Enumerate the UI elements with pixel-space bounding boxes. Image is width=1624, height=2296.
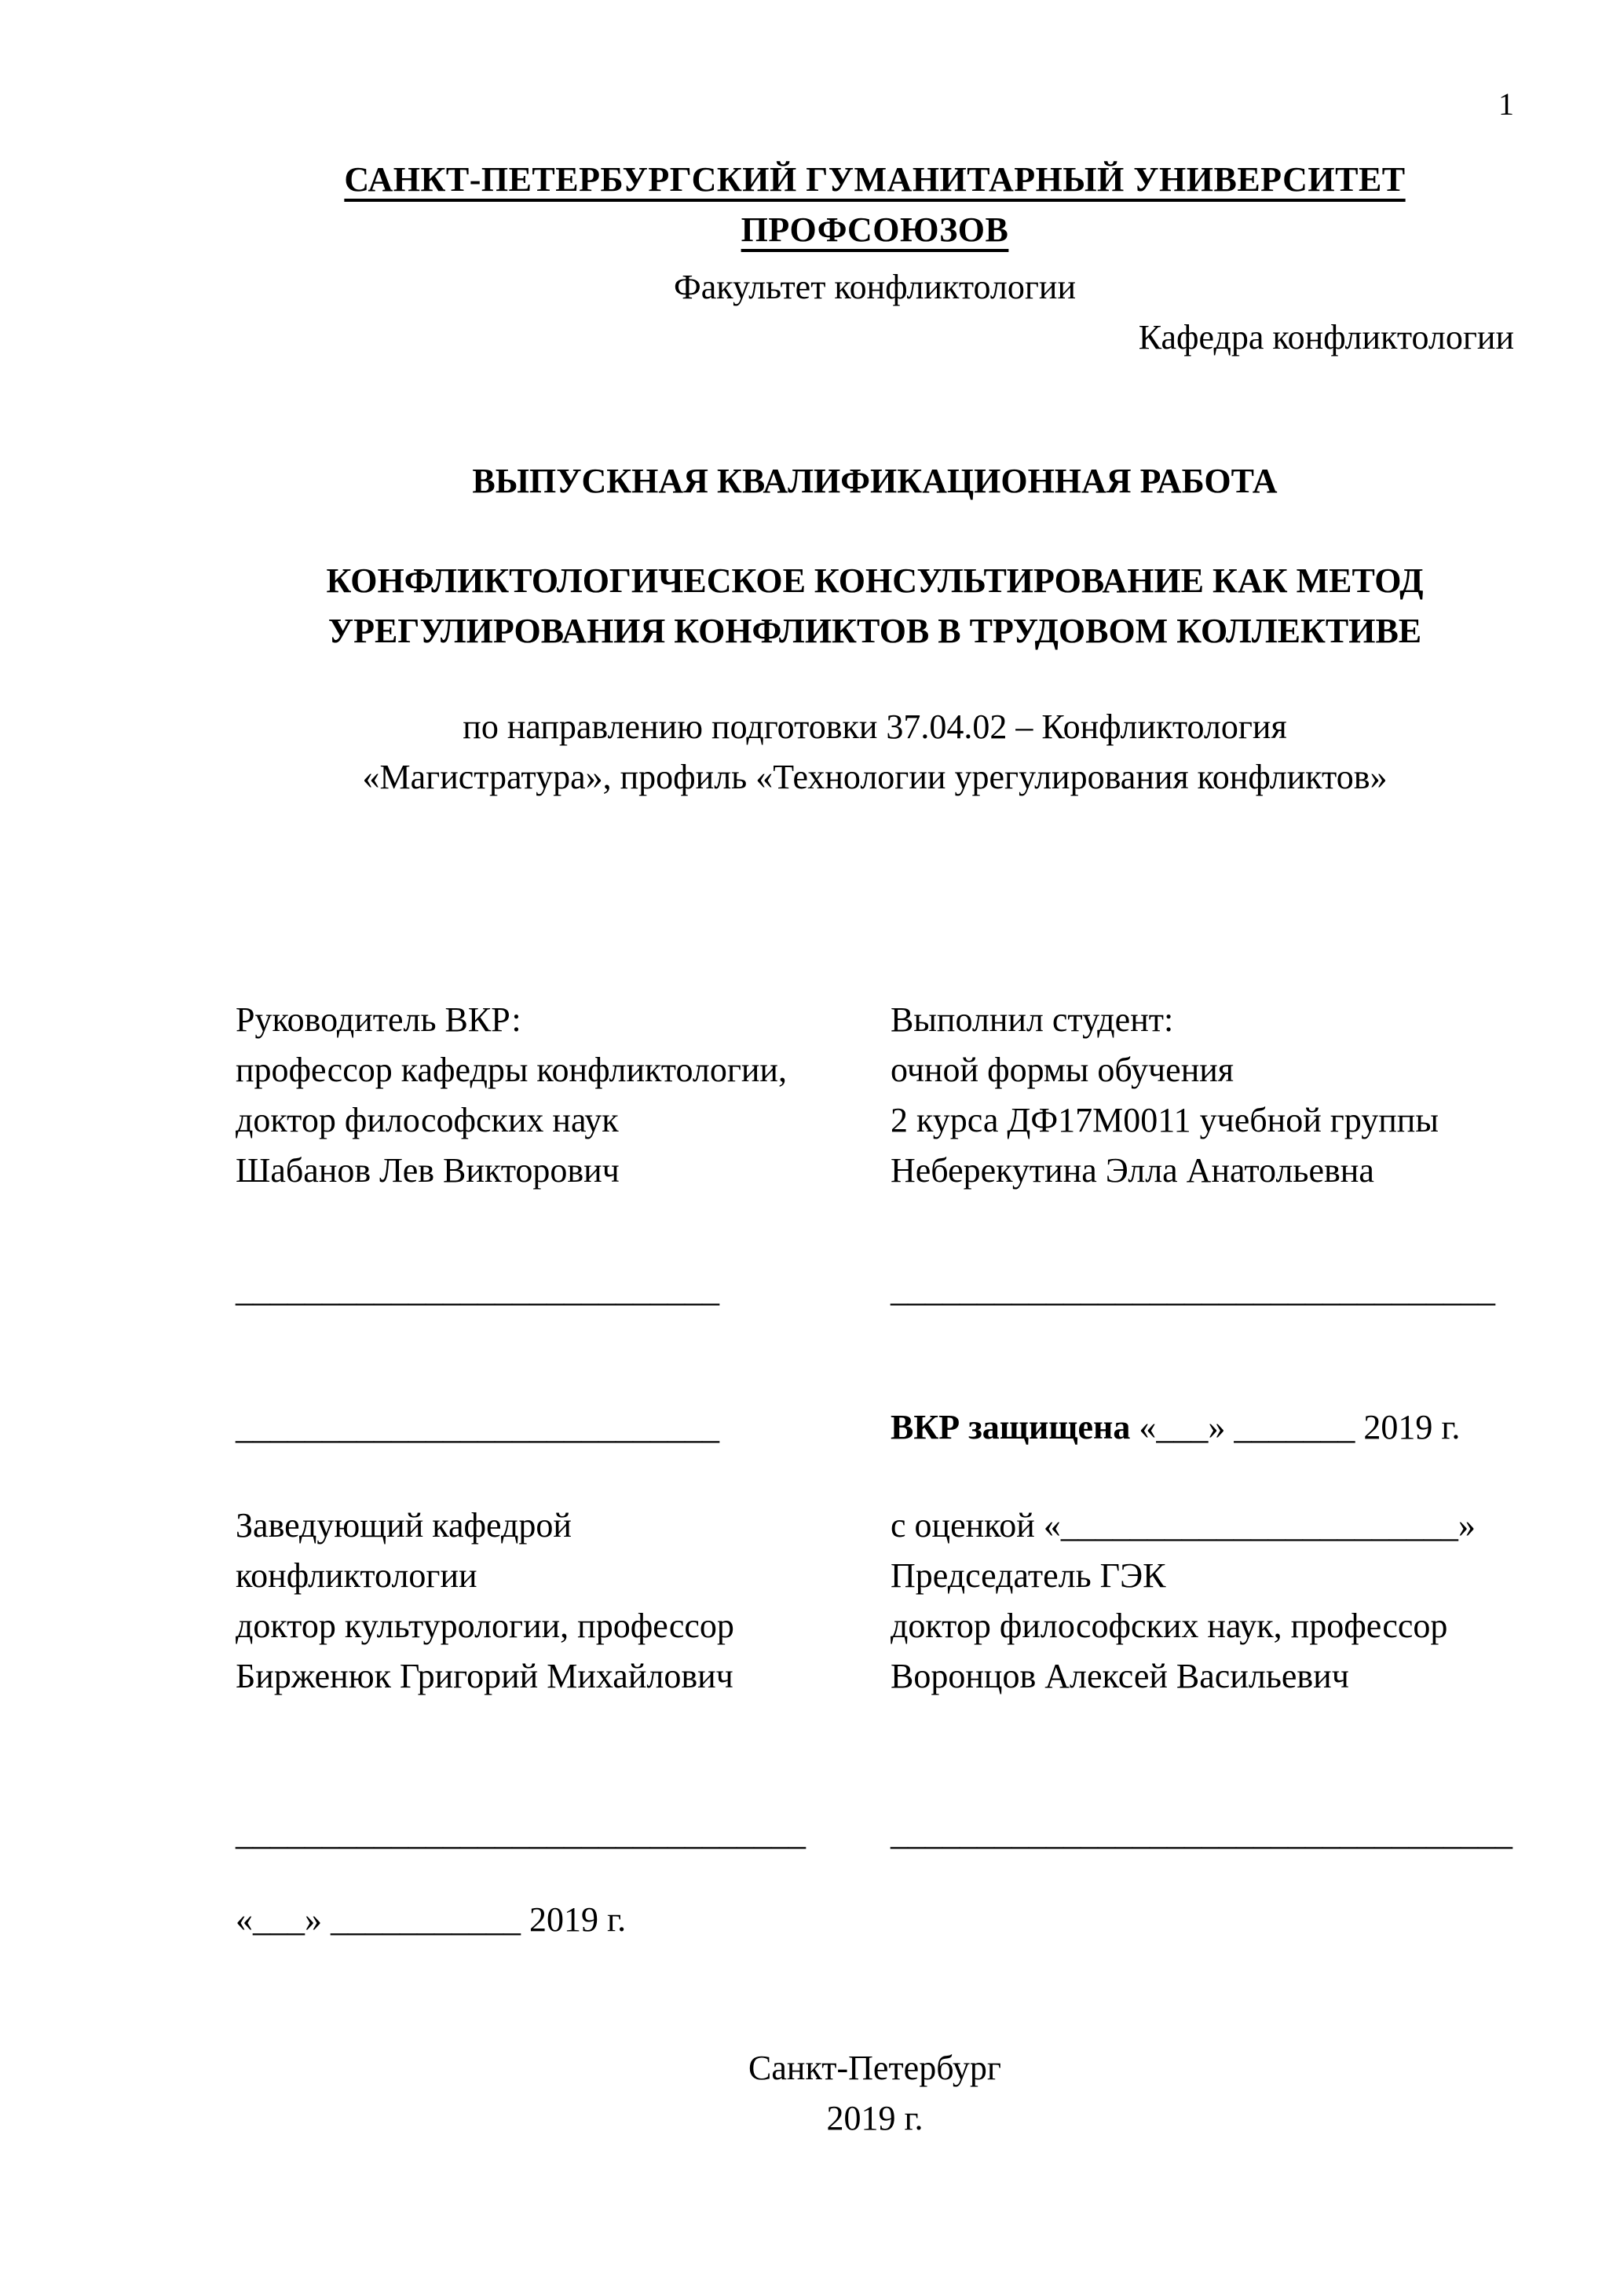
supervisor-position-line2: доктор философских наук <box>236 1101 619 1139</box>
thesis-title-line1: КОНФЛИКТОЛОГИЧЕСКОЕ КОНСУЛЬТИРОВАНИЕ КАК МЕТОД <box>326 561 1424 600</box>
head-date-line: «___» ___________ 2019 г. <box>236 1900 627 1939</box>
signature-row-2 <box>236 1808 1514 1859</box>
work-type-title: ВЫПУСКНАЯ КВАЛИФИКАЦИОННАЯ РАБОТА <box>472 462 1278 500</box>
committee-block <box>891 1501 1514 1702</box>
footer-city: Санкт-Петербург <box>748 2049 1001 2087</box>
study-direction <box>236 702 1514 803</box>
committee-signature-line: ____________________________________ <box>891 1814 1512 1852</box>
head-signature-line: _________________________________ <box>236 1814 806 1852</box>
faculty-name: Факультет конфликтологии <box>673 268 1076 306</box>
student-signature-line: ___________________________________ <box>891 1270 1495 1309</box>
signature-row-1 <box>236 1265 1514 1315</box>
supervisor-position-line1: профессор кафедры конфликтологии, <box>236 1051 787 1089</box>
thesis-title <box>236 556 1514 656</box>
student-info-line2: 2 курса ДФ17М0011 учебной группы <box>891 1101 1439 1139</box>
head-line3: доктор культурологии, профессор <box>236 1607 734 1645</box>
supervisor-label: Руководитель ВКР: <box>236 1000 521 1039</box>
defense-left-signature-line: ____________________________ <box>236 1408 719 1446</box>
page-number: 1 <box>1498 86 1514 122</box>
footer <box>236 2043 1514 2144</box>
committee-name: Воронцов Алексей Васильевич <box>891 1657 1349 1695</box>
defense-statement-bold: ВКР защищена <box>891 1408 1131 1446</box>
student-block <box>891 995 1514 1196</box>
head-of-department-block <box>236 1501 891 1702</box>
supervisor-signature-line: ____________________________ <box>236 1270 719 1309</box>
thesis-title-line2: УРЕГУЛИРОВАНИЯ КОНФЛИКТОВ В ТРУДОВОМ КОЛЛЕКТИВЕ <box>327 612 1422 650</box>
study-direction-line2: «Магистратура», профиль «Технологии урегулирования конфликтов» <box>362 758 1388 796</box>
supervisor-name: Шабанов Лев Викторович <box>236 1151 620 1190</box>
supervisor-block <box>236 995 891 1196</box>
study-direction-line1: по направлению подготовки 37.04.02 – Конфликтология <box>463 707 1287 746</box>
head-line1: Заведующий кафедрой <box>236 1506 572 1545</box>
grade-line: с оценкой «_______________________» <box>891 1506 1476 1545</box>
people-row <box>236 995 1514 1196</box>
student-label: Выполнил студент: <box>891 1000 1174 1039</box>
university-name: САНКТ-ПЕТЕРБУРГСКИЙ ГУМАНИТАРНЫЙ УНИВЕРСИТЕТ ПРОФСОЮЗОВ <box>344 160 1406 249</box>
student-info-line1: очной формы обучения <box>891 1051 1234 1089</box>
officials-row <box>236 1501 1514 1702</box>
committee-line2: Председатель ГЭК <box>891 1556 1166 1595</box>
footer-year: 2019 г. <box>826 2099 924 2137</box>
head-line2: конфликтологии <box>236 1556 477 1595</box>
defense-statement <box>891 1402 1514 1453</box>
head-name: Бирженюк Григорий Михайлович <box>236 1657 733 1695</box>
defense-row <box>236 1402 1514 1453</box>
committee-line3: доктор философских наук, профессор <box>891 1607 1448 1645</box>
student-name: Неберекутина Элла Анатольевна <box>891 1151 1374 1190</box>
department-name: Кафедра конфликтологии <box>1138 318 1514 356</box>
defense-statement-rest: «___» _______ 2019 г. <box>1130 1408 1461 1446</box>
